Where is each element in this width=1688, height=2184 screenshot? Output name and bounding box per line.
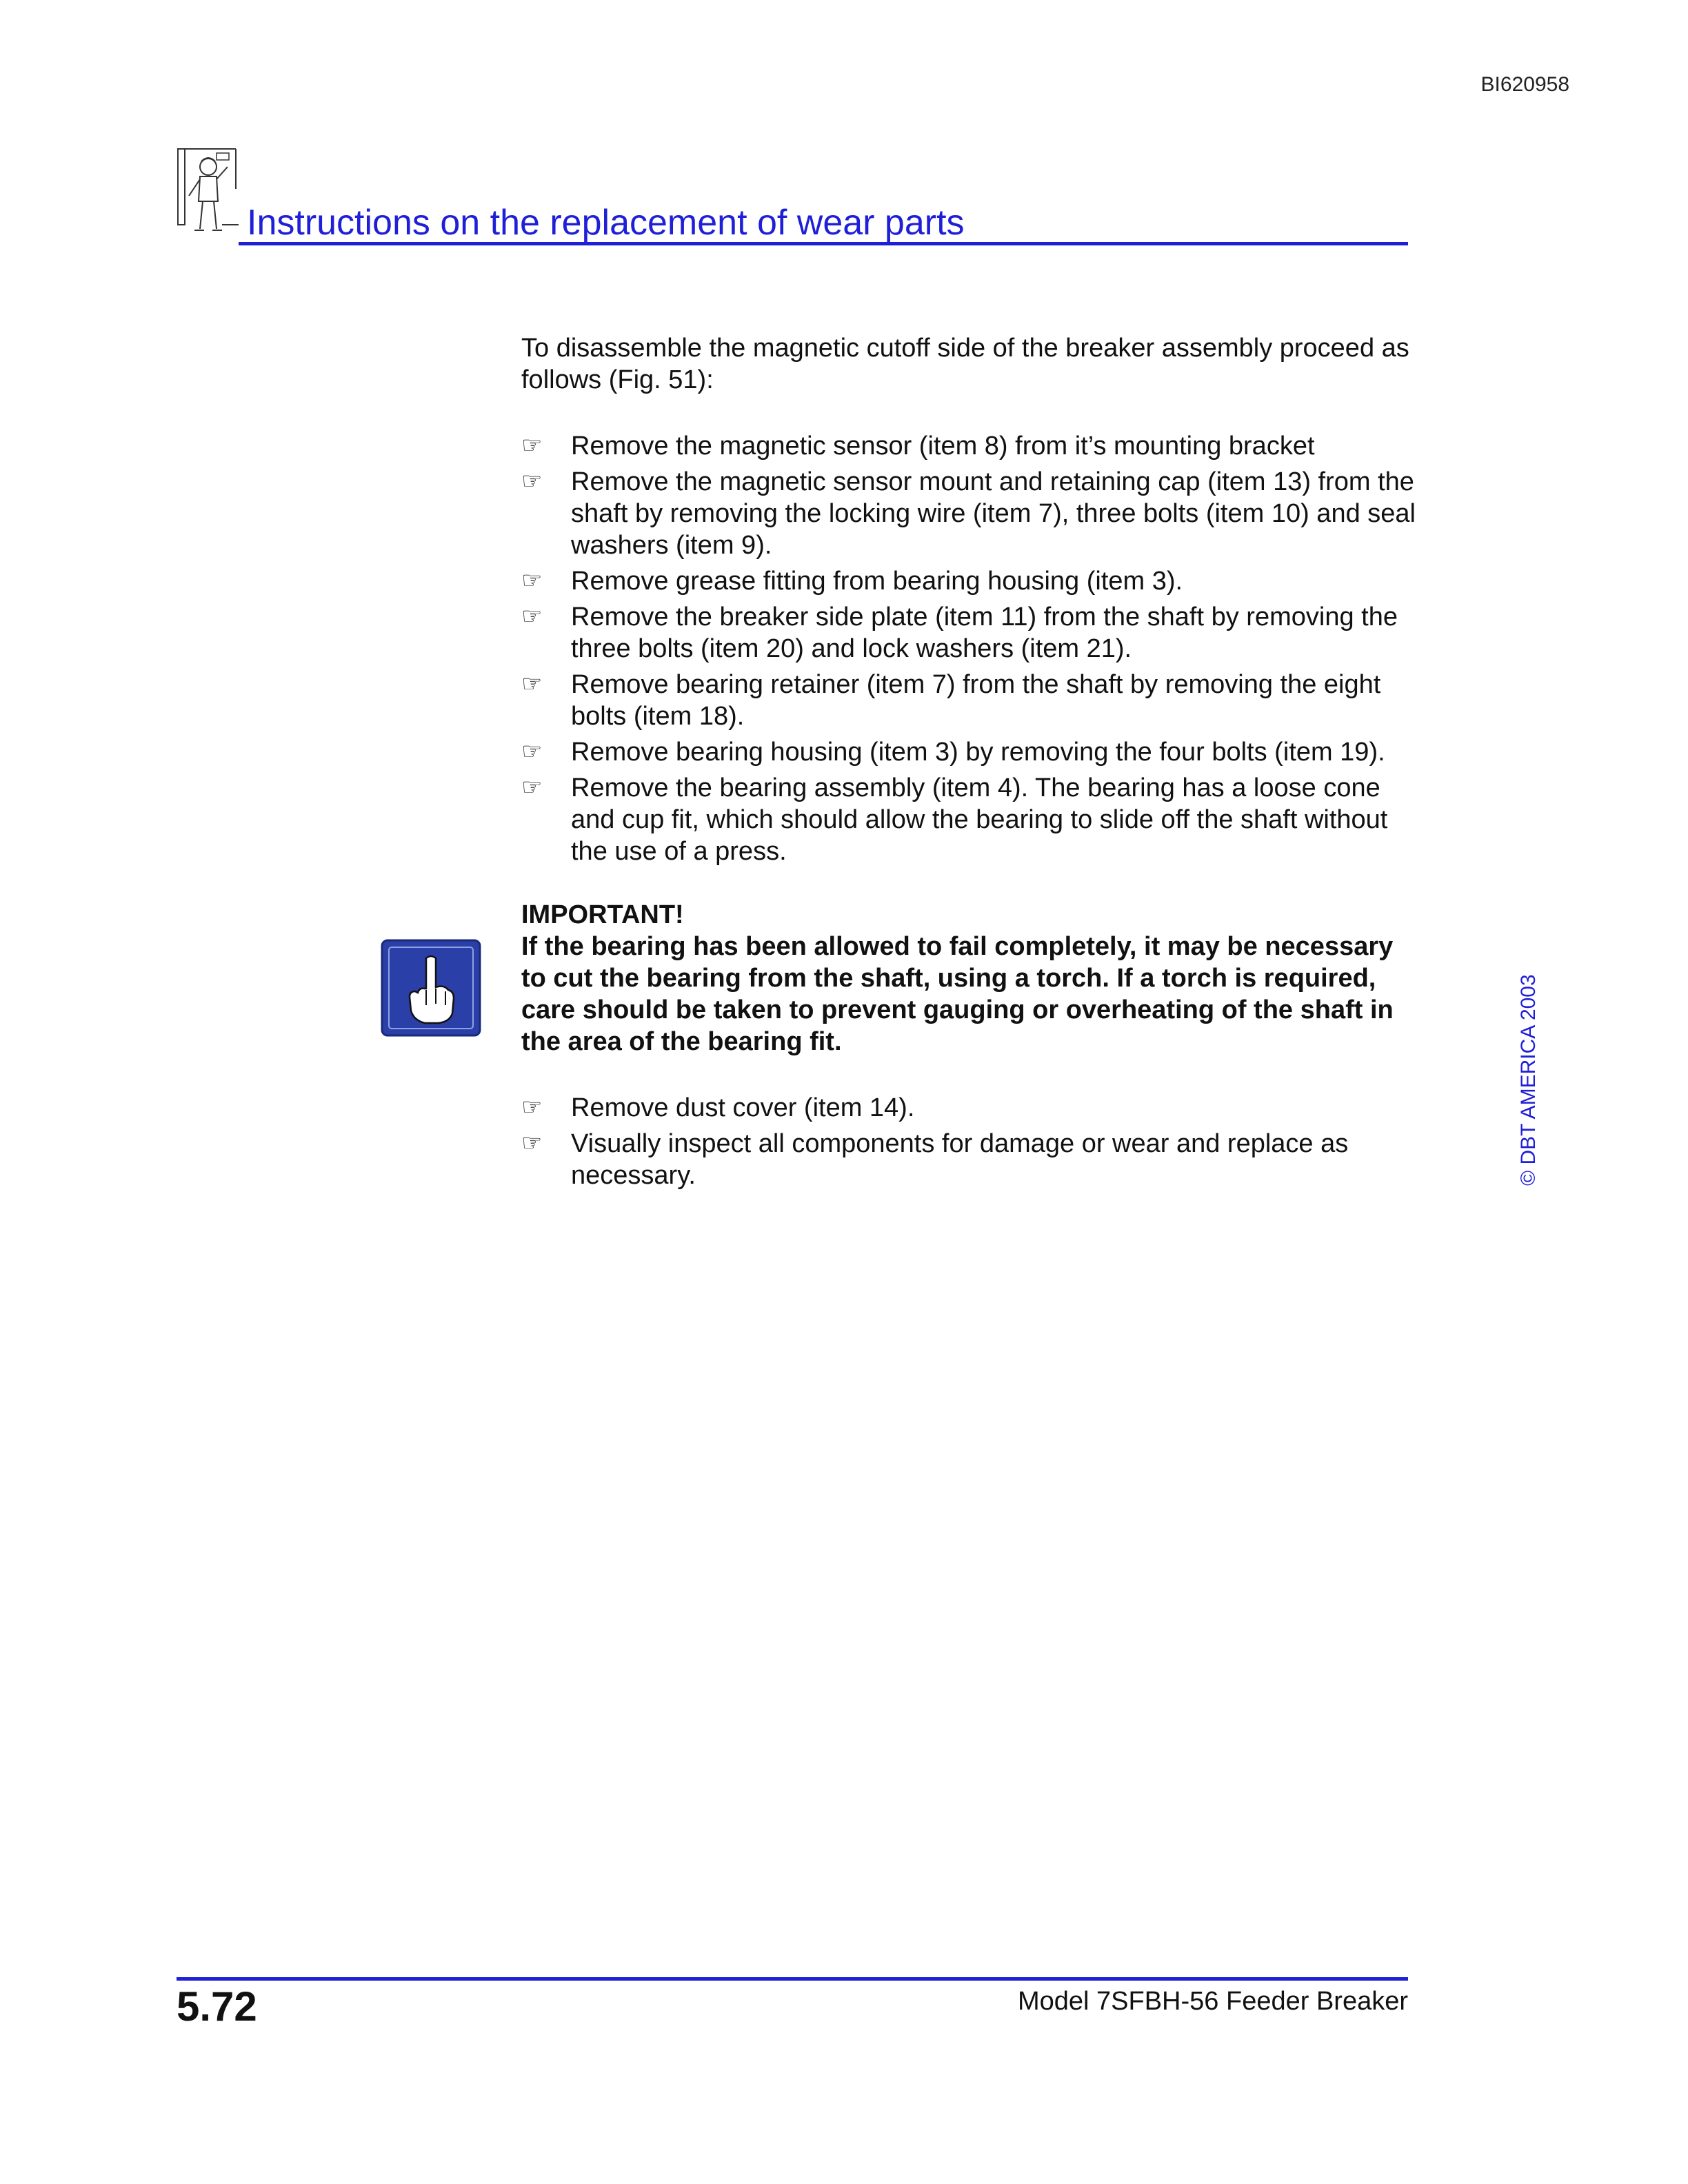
copyright-notice: © DBT AMERICA 2003 [1517,974,1540,1186]
list-item: ☞ Remove dust cover (item 14). [521,1093,915,1122]
instructions-body [521,332,1418,1195]
list-item: ☞ Remove bearing housing (item 3) by removing the four bolts (item 19). [521,738,1385,767]
pointing-hand-icon: ☞ [521,738,543,765]
list-item: ☞ Remove the magnetic sensor mount and retaining cap (item 13) from the shaft by removing the locking wire (item 7), three bolts (item 10) and seal washers (item 9). [521,467,1416,560]
pointing-hand-icon: ☞ [521,467,543,495]
document-id: BI620958 [1480,73,1569,96]
section-title: Instructions on the replacement of wear parts [239,200,1408,245]
list-item: ☞ Remove the breaker side plate (item 11) from the shaft by removing the three bolts (item 20) and lock washers (item 21). [521,603,1398,663]
model-label: Model 7SFBH-56 Feeder Breaker [1017,1987,1408,2016]
important-heading: IMPORTANT! [521,900,684,929]
important-note [521,899,1418,1058]
list-item: ☞ Remove grease fitting from bearing housing (item 3). [521,567,1183,596]
pointing-hand-icon: ☞ [521,670,543,698]
footer-divider [177,1977,1408,1981]
intro-paragraph: To disassemble the magnetic cutoff side of the breaker assembly proceed as follows (Fig. 51): [521,334,1409,394]
pointing-hand-icon: ☞ [521,567,543,594]
disassembly-steps-list [521,430,1418,867]
page-number: 5.72 [177,1983,257,2030]
pointing-hand-icon: ☞ [521,1129,543,1157]
pointing-hand-icon: ☞ [521,1093,543,1121]
important-text: If the bearing has been allowed to fail completely, it may be necessary to cut the bearing from the shaft, using a torch. If a torch is required, care should be taken to prevent gauging or overheating of the shaft in the area of the bearing fit. [521,932,1394,1056]
raised-finger-note-icon [381,939,481,1037]
pointing-hand-icon: ☞ [521,432,543,459]
mechanic-figure-icon [177,148,240,237]
list-item: ☞ Remove the magnetic sensor (item 8) from it’s mounting bracket [521,432,1315,461]
pointing-hand-icon: ☞ [521,603,543,630]
final-steps-list [521,1092,1418,1191]
list-item: ☞ Remove the bearing assembly (item 4). The bearing has a loose cone and cup fit, which should allow the bearing to slide off the shaft without the use of a press. [521,774,1388,866]
list-item: ☞ Visually inspect all components for damage or wear and replace as necessary. [521,1129,1349,1190]
pointing-hand-icon: ☞ [521,774,543,801]
list-item: ☞ Remove bearing retainer (item 7) from the shaft by removing the eight bolts (item 18). [521,670,1381,731]
